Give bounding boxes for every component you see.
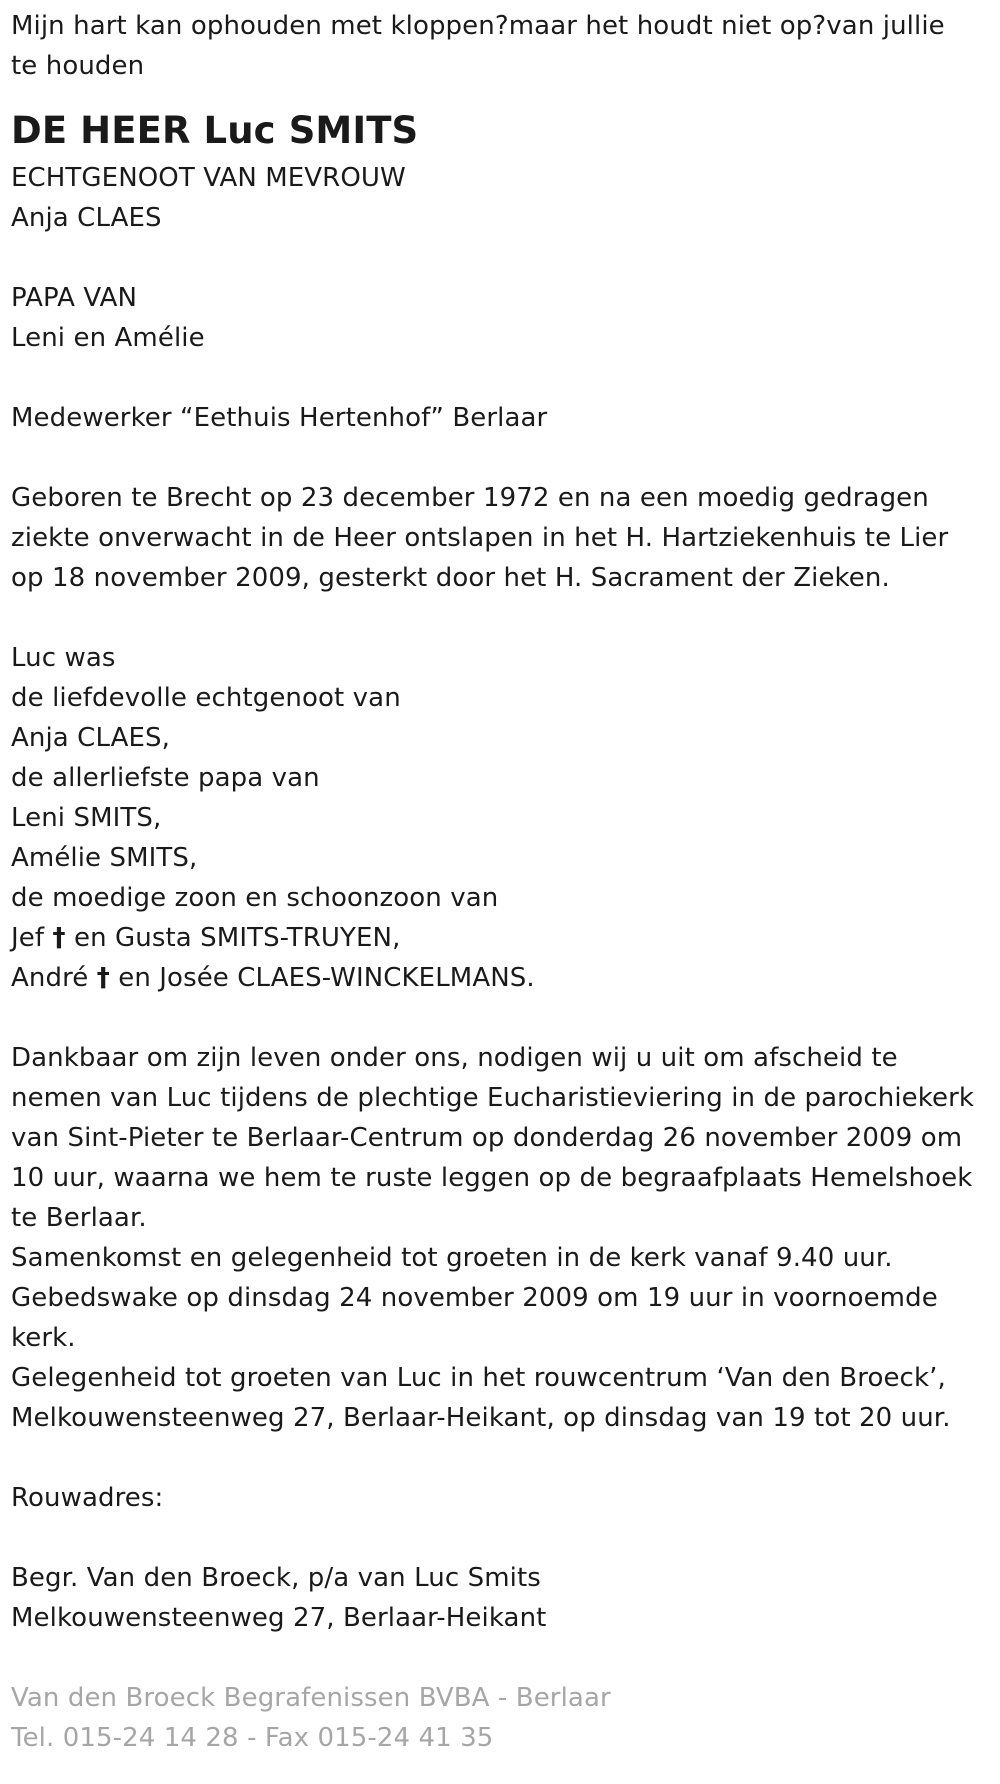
- cross-icon: †: [96, 963, 110, 993]
- footer-company: Van den Broeck Begrafenissen BVBA - Berlaar: [11, 1683, 611, 1713]
- ceremony-line-5: te Berlaar.: [11, 1203, 147, 1233]
- family-parents-1: [11, 918, 1000, 958]
- ceremony-line-6: Samenkomst en gelegenheid tot groeten in de kerk vanaf 9.40 uur.: [11, 1243, 893, 1273]
- family-parents-2: [11, 958, 1000, 998]
- family-parents-label: de moedige zoon en schoonzoon van: [11, 883, 499, 913]
- ceremony-line-10: Melkouwensteenweg 27, Berlaar-Heikant, op dinsdag van 19 tot 20 uur.: [11, 1403, 951, 1433]
- ceremony-line-7: Gebedswake op dinsdag 24 november 2009 om 19 uur in voornoemde: [11, 1283, 938, 1313]
- address-label: Rouwadres:: [11, 1483, 164, 1513]
- birth-line-2: ziekte onverwacht in de Heer ontslapen in het H. Hartziekenhuis te Lier: [11, 523, 949, 553]
- ceremony-line-9: Gelegenheid tot groeten van Luc in het rouwcentrum ‘Van den Broeck’,: [11, 1363, 946, 1393]
- spacer: [11, 998, 1000, 1038]
- family-spouse-label: de liefdevolle echtgenoot van: [11, 683, 401, 713]
- spacer: [11, 1638, 1000, 1678]
- children-names: Leni en Amélie: [11, 323, 205, 353]
- employee-line: Medewerker “Eethuis Hertenhof” Berlaar: [11, 403, 548, 433]
- address-line-2: Melkouwensteenweg 27, Berlaar-Heikant: [11, 1603, 547, 1633]
- parent-name: Jef: [11, 923, 45, 953]
- spacer: [11, 438, 1000, 478]
- parent-name: en Josée CLAES-WINCKELMANS.: [118, 963, 535, 993]
- ceremony-line-1: Dankbaar om zijn leven onder ons, nodigen wij u uit om afscheid te: [11, 1043, 898, 1073]
- motto-line-2: te houden: [11, 51, 145, 81]
- spacer: [11, 1438, 1000, 1478]
- ceremony-line-3: van Sint-Pieter te Berlaar-Centrum op donderdag 26 november 2009 om: [11, 1123, 963, 1153]
- spouse-label: ECHTGENOOT VAN MEVROUW: [11, 163, 406, 193]
- family-child-1: Leni SMITS,: [11, 803, 162, 833]
- footer-contact: Tel. 015-24 14 28 - Fax 015-24 41 35: [11, 1723, 494, 1753]
- parent-name: en Gusta SMITS-TRUYEN,: [73, 923, 401, 953]
- birth-line-1: Geboren te Brecht op 23 december 1972 en na een moedig gedragen: [11, 483, 929, 513]
- deceased-name: DE HEER Luc SMITS: [11, 109, 419, 152]
- spacer: [11, 1518, 1000, 1558]
- spacer: [11, 358, 1000, 398]
- spouse-name: Anja CLAES: [11, 203, 162, 233]
- address-line-1: Begr. Van den Broeck, p/a van Luc Smits: [11, 1563, 541, 1593]
- ceremony-line-2: nemen van Luc tijdens de plechtige Eucharistieviering in de parochiekerk: [11, 1083, 975, 1113]
- family-spouse: Anja CLAES,: [11, 723, 171, 753]
- parent-name: André: [11, 963, 89, 993]
- birth-line-3: op 18 november 2009, gesterkt door het H. Sacrament der Zieken.: [11, 563, 890, 593]
- father-label: PAPA VAN: [11, 283, 138, 313]
- spacer: [11, 238, 1000, 278]
- motto-line-1: Mijn hart kan ophouden met kloppen?maar het houdt niet op?van jullie: [11, 11, 945, 41]
- family-intro: Luc was: [11, 643, 116, 673]
- cross-icon: †: [52, 923, 66, 953]
- ceremony-line-8: kerk.: [11, 1323, 76, 1353]
- family-children-label: de allerliefste papa van: [11, 763, 320, 793]
- ceremony-line-4: 10 uur, waarna we hem te ruste leggen op de begraafplaats Hemelshoek: [11, 1163, 973, 1193]
- spacer: [11, 598, 1000, 638]
- family-child-2: Amélie SMITS,: [11, 843, 198, 873]
